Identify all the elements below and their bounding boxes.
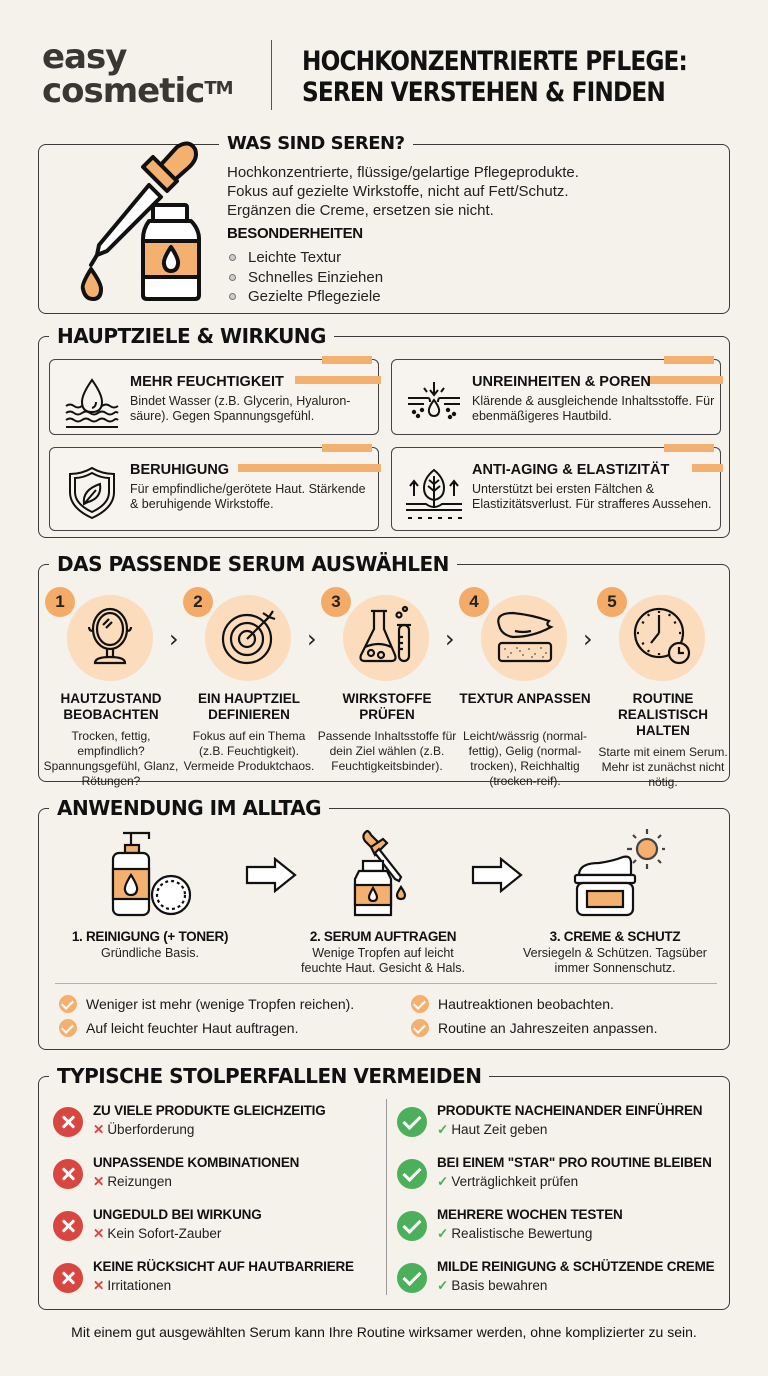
step-title: HAUTZUSTAND BEOBACHTEN (60, 691, 162, 722)
check-circle-icon (397, 1211, 427, 1241)
cross-icon: ✕ (93, 1226, 105, 1241)
goal-card-moisture (49, 359, 379, 435)
step-title: ROUTINE REALISTISCH HALTEN (617, 691, 708, 738)
trademark: TM (204, 78, 233, 99)
water-drop-waves-icon (62, 372, 122, 432)
apply-step-title: 2. SERUM AUFTRAGEN (309, 929, 457, 944)
check-circle-icon (59, 1019, 77, 1037)
column-divider (386, 1099, 387, 1295)
feature-label: Gezielte Pflegeziele (248, 288, 381, 305)
chevron-right-icon: › (169, 625, 179, 653)
goal-card-anti-aging (391, 447, 721, 531)
solution-benefit (437, 1122, 547, 1138)
check-circle-icon (397, 1263, 427, 1293)
select-heading: DAS PASSENDE SERUM AUSWÄHLEN (49, 553, 457, 575)
texture-icon (493, 603, 555, 669)
apply-panel (38, 796, 730, 1050)
accent-bar (322, 356, 372, 364)
header-divider (271, 40, 272, 110)
pitfall-item (53, 1259, 383, 1303)
bullet-icon (229, 254, 236, 261)
footer-note: Mit einem gut ausgewählten Serum kann Ihre Routine wirksamer werden, ohne komplizierter zu sein. (71, 1324, 697, 1340)
intro-heading: WAS SIND SEREN? (219, 133, 413, 155)
step-title: WIRKSTOFFE PRÜFEN (342, 691, 432, 722)
check-circle-icon (397, 1159, 427, 1189)
step-number-badge: 3 (321, 587, 351, 617)
goal-title: BERUHIGUNG (130, 462, 230, 478)
accent-bar (295, 376, 381, 384)
pitfall-item (53, 1155, 383, 1199)
cream-jar-sun-icon (569, 827, 665, 919)
tip-label: Hautreaktionen beobachten. (438, 996, 614, 1012)
solution-benefit (437, 1278, 547, 1294)
apply-step-2 (273, 929, 493, 976)
accent-bar (664, 356, 714, 364)
solution-item (397, 1103, 727, 1147)
brand-logo (42, 37, 233, 111)
check-icon: ✓ (437, 1226, 449, 1241)
step-title: TEXTUR ANPASSEN (459, 691, 591, 706)
error-circle-icon (53, 1107, 83, 1137)
pitfall-consequence (93, 1278, 171, 1294)
select-panel (38, 552, 730, 789)
goals-panel (38, 324, 730, 538)
apply-step-title: 1. REINIGUNG (+ TONER) (71, 929, 229, 944)
step-number-badge: 5 (597, 587, 627, 617)
pitfall-title: ZU VIELE PRODUKTE GLEICHZEITIG (93, 1103, 326, 1118)
step-description: Passende Inhaltsstoffe für dein Ziel wählen (z.B. Feuchtigkeitsbinder). (317, 729, 457, 773)
serum-dropper-icon (349, 829, 421, 917)
accent-bar (664, 444, 714, 452)
check-circle-icon (59, 995, 77, 1013)
intro-line: Hochkonzentrierte, flüssige/gelartige Pflegeprodukte. (227, 164, 579, 181)
pitfall-sub-label: Irritationen (107, 1278, 172, 1293)
check-circle-icon (411, 995, 429, 1013)
solution-title: BEI EINEM "STAR" PRO ROUTINE BLEIBEN (437, 1155, 712, 1170)
accent-bar (322, 444, 372, 452)
serum-dropper-bottle-icon (61, 139, 201, 304)
step-number-badge: 1 (45, 587, 75, 617)
solution-item (397, 1259, 727, 1303)
check-circle-icon (397, 1107, 427, 1137)
goal-title: UNREINHEITEN & POREN (472, 374, 651, 390)
error-circle-icon (53, 1263, 83, 1293)
intro-panel (38, 133, 730, 314)
goal-card-soothing (49, 447, 379, 531)
pitfall-item (53, 1103, 383, 1147)
step-number-badge: 4 (459, 587, 489, 617)
solution-sub-label: Verträglichkeit prüfen (451, 1174, 579, 1189)
goal-description: Bindet Wasser (z.B. Glycerin, Hyaluron-säure). Gegen Spannungsgefühl. (130, 394, 351, 423)
intro-line: Ergänzen die Creme, ersetzen sie nicht. (227, 202, 494, 219)
solution-benefit (437, 1174, 578, 1190)
feature-label: Schnelles Einziehen (248, 268, 384, 286)
step-description: Starte mit einem Serum. Mehr ist zunächst nicht nötig. (598, 745, 728, 789)
feature-label: Leichte Textur (248, 249, 342, 266)
pitfall-consequence (93, 1226, 221, 1242)
pitfall-title: UNGEDULD BEI WIRKUNG (93, 1207, 262, 1222)
solution-sub-label: Haut Zeit geben (451, 1122, 548, 1137)
apply-step-3 (505, 929, 725, 976)
pitfalls-heading: TYPISCHE STOLPERFALLEN VERMEIDEN (49, 1065, 489, 1087)
error-circle-icon (53, 1159, 83, 1189)
page-title (302, 46, 687, 108)
goal-title: MEHR FEUCHTIGKEIT (130, 374, 284, 390)
chevron-right-icon: › (445, 625, 455, 653)
check-icon: ✓ (437, 1122, 449, 1137)
chevron-right-icon: › (583, 625, 593, 653)
clock-icon (631, 603, 693, 669)
pitfall-sub-label: Kein Sofort-Zauber (107, 1226, 222, 1241)
goal-title: ANTI-AGING & ELASTIZITÄT (472, 462, 670, 478)
apply-step-title: 3. CREME & SCHUTZ (549, 929, 681, 944)
tip-item (59, 995, 354, 1013)
pore-clearing-icon (404, 372, 464, 432)
tip-label: Routine an Jahreszeiten anpassen. (438, 1020, 658, 1036)
arrow-right-icon (245, 857, 297, 893)
pitfalls-panel (38, 1064, 730, 1310)
bullet-icon (229, 293, 236, 300)
accent-bar (238, 464, 381, 472)
title-line-1: HOCHKONZENTRIERTE PFLEGE: (302, 46, 687, 77)
target-icon (217, 603, 279, 669)
error-circle-icon (53, 1211, 83, 1241)
cleanser-pump-icon (109, 831, 193, 917)
step-description: Fokus auf ein Thema (z.B. Feuchtigkeit). Vermeide Produktchaos. (183, 729, 315, 773)
apply-heading: ANWENDUNG IM ALLTAG (49, 797, 329, 819)
accent-bar (647, 376, 723, 384)
cross-icon: ✕ (93, 1174, 105, 1189)
feature-item (229, 268, 383, 288)
tip-item (411, 995, 614, 1013)
features-heading: BESONDERHEITEN (227, 225, 363, 242)
step-description: Trocken, fettig, empfindlich? Spannungsgefühl, Glanz, Rötungen? (43, 729, 179, 788)
pitfall-title: UNPASSENDE KOMBINATIONEN (93, 1155, 300, 1170)
goal-description: Klärende & ausgleichende Inhaltsstoffe. Für ebenmäßigeres Hautbild. (472, 394, 715, 423)
tip-label: Weniger ist mehr (wenige Tropfen reichen). (86, 996, 355, 1012)
features-list (229, 248, 383, 307)
check-icon: ✓ (437, 1278, 449, 1293)
accent-bar (692, 464, 723, 472)
mirror-icon (79, 603, 141, 669)
logo-line-1: easy (42, 37, 127, 77)
intro-line: Fokus auf gezielte Wirkstoffe, nicht auf Fett/Schutz. (227, 183, 569, 200)
goals-heading: HAUPTZIELE & WIRKUNG (49, 325, 334, 347)
apply-step-description: Wenige Tropfen auf leicht feuchte Haut. Gesicht & Hals. (301, 946, 465, 975)
solution-item (397, 1155, 727, 1199)
cross-icon: ✕ (93, 1278, 105, 1293)
bullet-icon (229, 274, 236, 281)
lab-flask-icon (355, 603, 417, 669)
tip-label: Auf leicht feuchter Haut auftragen. (86, 1020, 299, 1036)
step-title: EIN HAUPTZIEL DEFINIEREN (197, 691, 300, 722)
solution-title: MEHRERE WOCHEN TESTEN (437, 1207, 623, 1222)
feature-item (229, 248, 383, 268)
apply-step-description: Gründliche Basis. (101, 946, 199, 960)
solution-title: MILDE REINIGUNG & SCHÜTZENDE CREME (437, 1259, 715, 1274)
apply-step-1 (40, 929, 260, 961)
cross-icon: ✕ (93, 1122, 105, 1137)
pitfall-title: KEINE RÜCKSICHT AUF HAUTBARRIERE (93, 1259, 354, 1274)
leaf-lift-icon (404, 464, 464, 524)
pitfall-sub-label: Reizungen (107, 1174, 172, 1189)
step-description: Leicht/wässrig (normal-fettig), Gelig (normal-trocken), Reichhaltig (trocken-reif). (462, 729, 588, 788)
pitfall-consequence (93, 1122, 194, 1138)
tip-item (411, 1019, 657, 1037)
pitfall-consequence (93, 1174, 172, 1190)
step-number-badge: 2 (183, 587, 213, 617)
header (0, 0, 768, 130)
goal-description: Unterstützt bei ersten Fältchen & Elastizitätsverlust. Für strafferes Aussehen. (472, 482, 712, 511)
shield-leaf-icon (62, 462, 122, 522)
goal-description: Für empfindliche/gerötete Haut. Stärkende & beruhigende Wirkstoffe. (130, 482, 366, 511)
pitfall-sub-label: Überforderung (107, 1122, 195, 1137)
feature-item (229, 287, 383, 307)
apply-step-description: Versiegeln & Schützen. Tagsüber immer Sonnenschutz. (523, 946, 707, 975)
goal-card-impurities (391, 359, 721, 435)
tip-item (59, 1019, 298, 1037)
arrow-right-icon (471, 857, 523, 893)
solution-item (397, 1207, 727, 1251)
solution-title: PRODUKTE NACHEINANDER EINFÜHREN (437, 1103, 703, 1118)
divider (55, 983, 717, 984)
solution-sub-label: Realistische Bewertung (451, 1226, 593, 1241)
intro-description (227, 163, 579, 220)
logo-line-2: cosmetic (42, 71, 205, 111)
chevron-right-icon: › (307, 625, 317, 653)
solution-sub-label: Basis bewahren (451, 1278, 548, 1293)
title-line-2: SEREN VERSTEHEN & FINDEN (302, 77, 666, 108)
check-icon: ✓ (437, 1174, 449, 1189)
pitfall-item (53, 1207, 383, 1251)
check-circle-icon (411, 1019, 429, 1037)
solution-benefit (437, 1226, 592, 1242)
